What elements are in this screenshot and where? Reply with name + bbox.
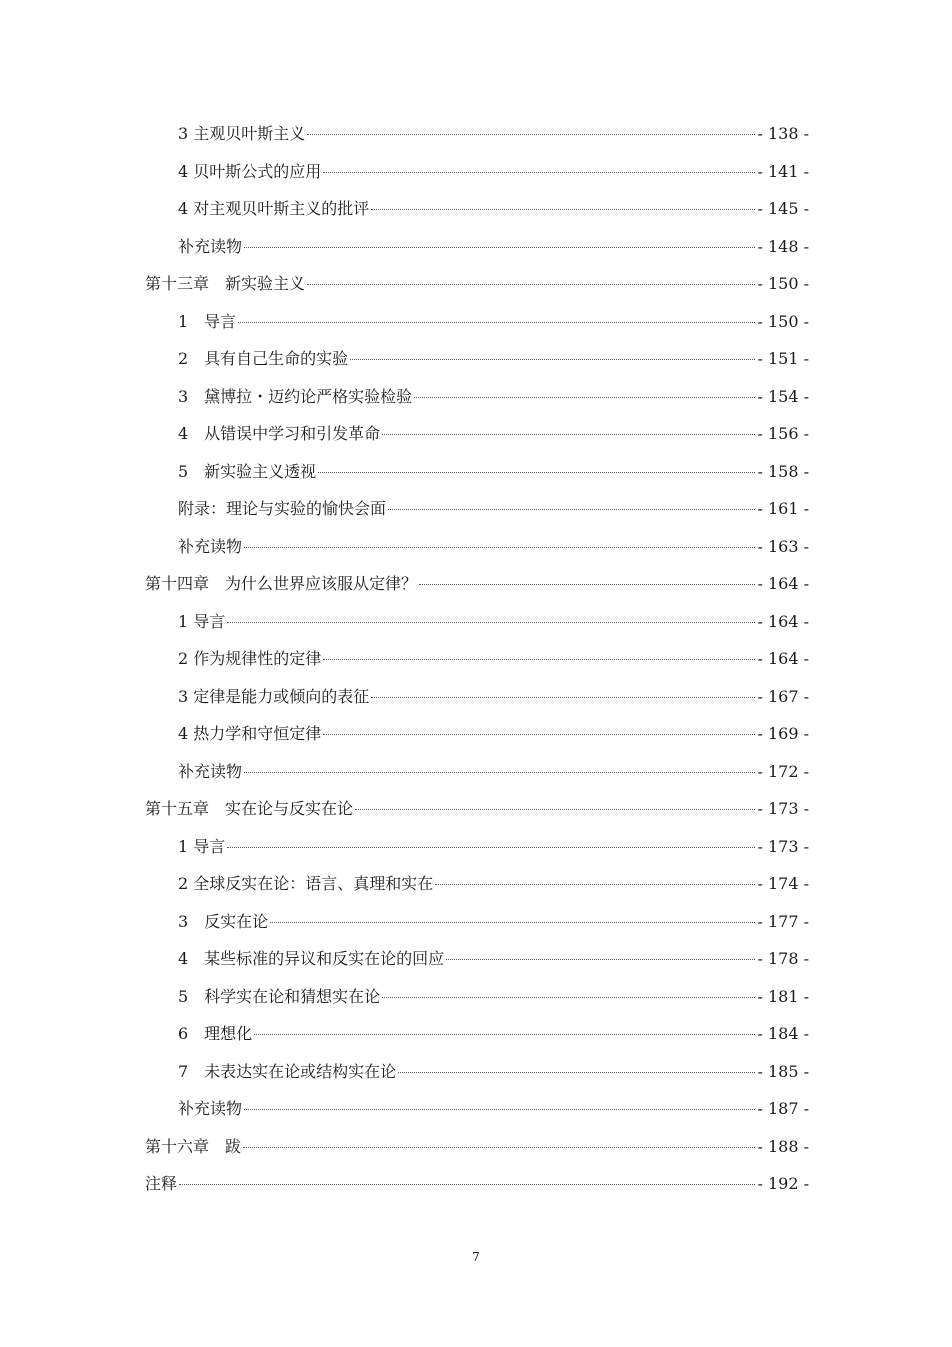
toc-section-entry[interactable]: [145, 153, 809, 191]
toc-section-entry[interactable]: [145, 190, 809, 228]
toc-entry-title: 4 从错误中学习和引发革命: [178, 424, 381, 443]
toc-dot-leader: [227, 622, 755, 623]
toc-chapter-entry[interactable]: [145, 790, 809, 828]
toc-entry-page: - 185 -: [757, 1061, 809, 1081]
toc-section-entry[interactable]: [145, 528, 809, 566]
toc-entry-title: 附录：理论与实验的愉快会面: [178, 499, 387, 518]
toc-section-entry[interactable]: [145, 903, 809, 941]
toc-entry-title: 第十四章 为什么世界应该服从定律？: [145, 574, 418, 593]
toc-dot-leader: [179, 1184, 755, 1185]
toc-entry-title: 1 导言: [178, 836, 226, 856]
toc-section-entry[interactable]: [145, 1053, 809, 1091]
toc-dot-leader: [419, 584, 755, 585]
toc-section-entry[interactable]: [145, 228, 809, 266]
toc-dot-leader: [307, 134, 755, 135]
toc-section-entry[interactable]: [145, 303, 809, 341]
toc-entry-title: 第十三章 新实验主义: [145, 274, 306, 293]
toc-entry-page: - 169 -: [757, 724, 809, 743]
toc-section-entry[interactable]: [145, 978, 809, 1016]
toc-dot-leader: [323, 172, 755, 173]
toc-entry-title: 4 热力学和守恒定律: [178, 724, 322, 743]
page-number: 7: [472, 1250, 480, 1264]
toc-dot-leader: [398, 1072, 755, 1073]
toc-entry-page: - 167 -: [757, 686, 809, 706]
toc-entry-page: - 192 -: [757, 1174, 809, 1193]
toc-entry-page: - 173 -: [757, 836, 809, 856]
toc-entry-title: 1 导言: [178, 311, 237, 331]
toc-entry-page: - 174 -: [757, 874, 809, 893]
toc-chapter-entry[interactable]: [145, 265, 809, 303]
toc-dot-leader: [307, 284, 755, 285]
toc-entry-title: 2 全球反实在论：语言、真理和实在: [178, 874, 434, 893]
toc-section-entry[interactable]: [145, 115, 809, 153]
toc-section-entry[interactable]: [145, 453, 809, 491]
toc-dot-leader: [355, 809, 755, 810]
toc-entry-page: - 164 -: [757, 574, 809, 593]
toc-section-entry[interactable]: [145, 490, 809, 528]
toc-chapter-entry[interactable]: [145, 1128, 809, 1166]
toc-chapter-entry[interactable]: [145, 1165, 809, 1203]
toc-entry-page: - 163 -: [757, 536, 809, 556]
toc-entry-page: - 158 -: [757, 461, 809, 481]
toc-dot-leader: [382, 434, 755, 435]
toc-dot-leader: [388, 509, 755, 510]
toc-dot-leader: [238, 322, 755, 323]
toc-entry-title: 3 黛博拉・迈约论严格实验检验: [178, 386, 413, 406]
toc-entry-page: - 151 -: [757, 349, 809, 368]
toc-dot-leader: [243, 1147, 755, 1148]
toc-dot-leader: [382, 997, 755, 998]
toc-entry-page: - 181 -: [757, 986, 809, 1006]
toc-entry-page: - 188 -: [757, 1136, 809, 1156]
toc-section-entry[interactable]: [145, 1090, 809, 1128]
toc-section-entry[interactable]: [145, 940, 809, 978]
toc-entry-title: 补充读物: [178, 1099, 243, 1118]
toc-entry-title: 补充读物: [178, 761, 243, 781]
toc-entry-page: - 164 -: [757, 649, 809, 668]
toc-section-entry[interactable]: [145, 865, 809, 903]
toc-dot-leader: [318, 472, 755, 473]
toc-section-entry[interactable]: [145, 678, 809, 716]
toc-entry-page: - 178 -: [757, 949, 809, 968]
toc-section-entry[interactable]: [145, 378, 809, 416]
toc-dot-leader: [244, 772, 755, 773]
toc-entry-page: - 150 -: [757, 311, 809, 331]
toc-section-entry[interactable]: [145, 603, 809, 641]
toc-dot-leader: [371, 697, 755, 698]
toc-dot-leader: [414, 397, 755, 398]
toc-entry-page: - 184 -: [757, 1024, 809, 1043]
toc-dot-leader: [323, 734, 755, 735]
toc-section-entry[interactable]: [145, 340, 809, 378]
toc-entry-title: 1 导言: [178, 611, 226, 631]
toc-section-entry[interactable]: [145, 715, 809, 753]
toc-section-entry[interactable]: [145, 415, 809, 453]
toc-entry-title: 7 未表达实在论或结构实在论: [178, 1061, 397, 1081]
toc-dot-leader: [244, 247, 755, 248]
toc-dot-leader: [244, 547, 755, 548]
toc-entry-title: 2 作为规律性的定律: [178, 649, 322, 668]
toc-entry-page: - 138 -: [757, 124, 809, 143]
toc-entry-title: 注释: [145, 1174, 178, 1193]
toc-section-entry[interactable]: [145, 828, 809, 866]
toc-entry-page: - 141 -: [757, 161, 809, 181]
table-of-contents: [145, 115, 809, 1203]
toc-section-entry[interactable]: [145, 1015, 809, 1053]
toc-entry-title: 第十六章 跋: [145, 1136, 242, 1156]
toc-entry-page: - 154 -: [757, 386, 809, 406]
toc-dot-leader: [446, 959, 755, 960]
toc-entry-page: - 187 -: [757, 1099, 809, 1118]
toc-entry-title: 第十五章 实在论与反实在论: [145, 799, 354, 818]
toc-entry-page: - 177 -: [757, 911, 809, 931]
toc-dot-leader: [371, 209, 755, 210]
toc-entry-title: 补充读物: [178, 536, 243, 556]
toc-entry-title: 3 主观贝叶斯主义: [178, 124, 306, 143]
toc-entry-title: 6 理想化: [178, 1024, 253, 1043]
toc-entry-title: 3 反实在论: [178, 911, 269, 931]
toc-entry-page: - 150 -: [757, 274, 809, 293]
toc-dot-leader: [323, 659, 755, 660]
toc-dot-leader: [350, 359, 755, 360]
toc-entry-page: - 161 -: [757, 499, 809, 518]
toc-section-entry[interactable]: [145, 753, 809, 791]
toc-entry-title: 补充读物: [178, 236, 243, 256]
toc-entry-page: - 156 -: [757, 424, 809, 443]
toc-entry-page: - 164 -: [757, 611, 809, 631]
toc-entry-title: 5 新实验主义透视: [178, 461, 317, 481]
toc-dot-leader: [227, 847, 755, 848]
toc-dot-leader: [244, 1109, 755, 1110]
toc-entry-title: 4 某些标准的异议和反实在论的回应: [178, 949, 445, 968]
toc-entry-page: - 173 -: [757, 799, 809, 818]
toc-entry-page: - 145 -: [757, 199, 809, 218]
toc-entry-title: 4 对主观贝叶斯主义的批评: [178, 199, 370, 218]
toc-entry-page: - 148 -: [757, 236, 809, 256]
toc-entry-page: - 172 -: [757, 761, 809, 781]
toc-section-entry[interactable]: [145, 640, 809, 678]
toc-dot-leader: [254, 1034, 755, 1035]
toc-chapter-entry[interactable]: [145, 565, 809, 603]
toc-dot-leader: [435, 884, 755, 885]
toc-entry-title: 4 贝叶斯公式的应用: [178, 161, 322, 181]
toc-entry-title: 3 定律是能力或倾向的表征: [178, 686, 370, 706]
toc-entry-title: 5 科学实在论和猜想实在论: [178, 986, 381, 1006]
toc-dot-leader: [270, 922, 755, 923]
toc-entry-title: 2 具有自己生命的实验: [178, 349, 349, 368]
